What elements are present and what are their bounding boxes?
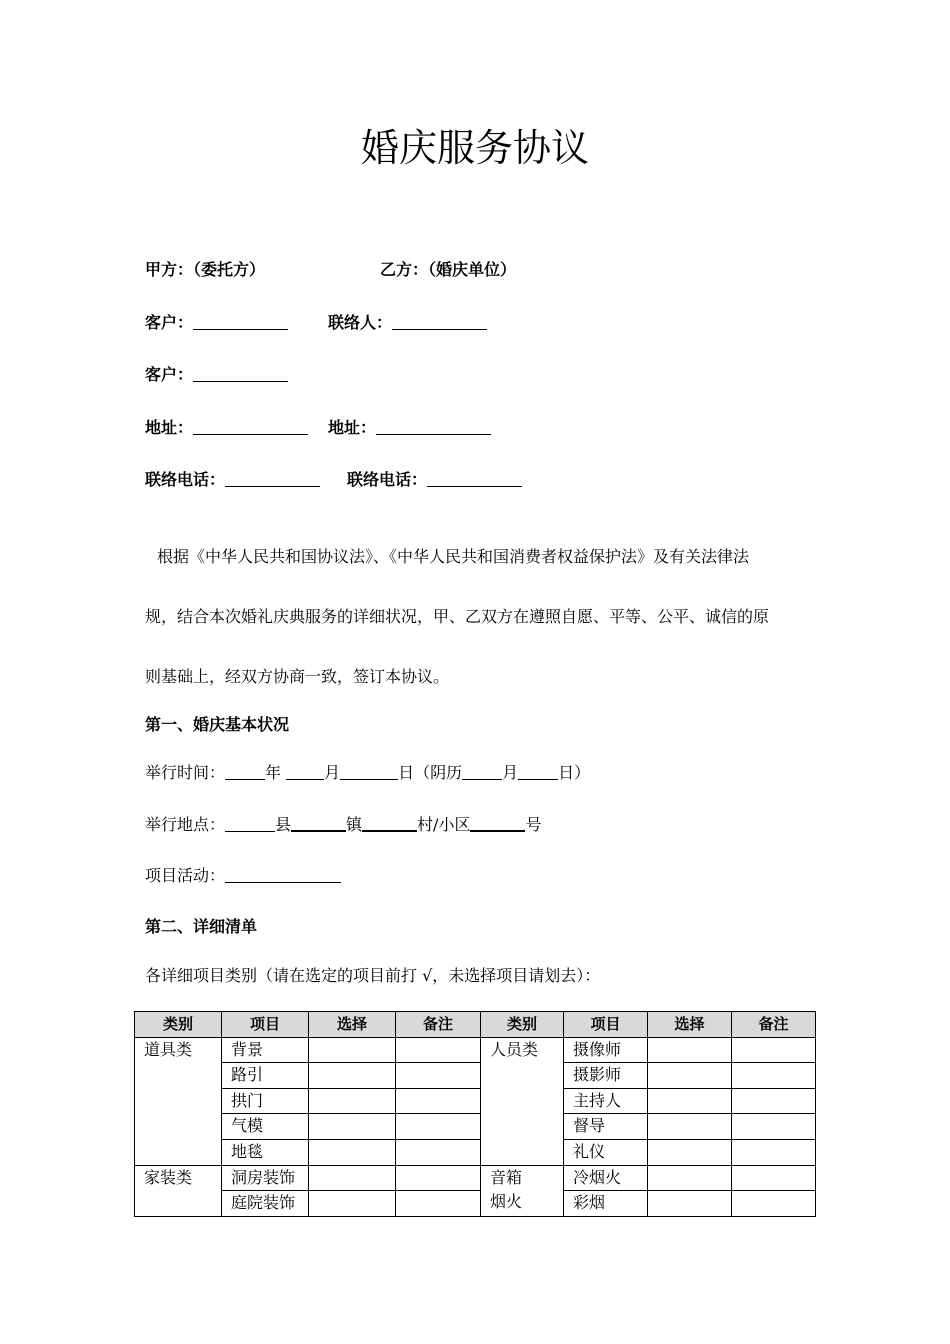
customer-row-2 xyxy=(145,363,288,387)
header-note-left: 备注 xyxy=(396,1012,481,1038)
lunar-day-blank[interactable] xyxy=(518,761,558,780)
category-cell xyxy=(481,1165,564,1216)
header-category-left: 类别 xyxy=(135,1012,222,1038)
year-blank[interactable] xyxy=(225,761,265,780)
activity-blank[interactable] xyxy=(225,864,341,883)
address-b-label: 地址： xyxy=(328,418,377,437)
phone-b-blank[interactable] xyxy=(427,468,522,487)
note-cell[interactable] xyxy=(732,1088,816,1114)
select-cell[interactable] xyxy=(309,1088,396,1114)
note-cell[interactable] xyxy=(396,1063,481,1089)
village-blank[interactable] xyxy=(362,812,417,832)
item-cell: 拱门 xyxy=(222,1088,309,1114)
contact-person-group xyxy=(328,311,487,335)
year-label: 年 xyxy=(265,763,282,782)
address-a-label: 地址： xyxy=(145,418,194,437)
item-cell: 彩烟 xyxy=(564,1191,648,1217)
select-cell[interactable] xyxy=(648,1114,732,1140)
select-cell[interactable] xyxy=(648,1037,732,1063)
note-cell[interactable] xyxy=(732,1191,816,1217)
note-cell[interactable] xyxy=(396,1139,481,1165)
phone-row xyxy=(145,468,428,492)
select-cell[interactable] xyxy=(648,1088,732,1114)
day-label: 日（阴历 xyxy=(398,763,463,782)
item-cell: 冷烟火 xyxy=(564,1165,648,1191)
item-cell: 摄影师 xyxy=(564,1063,648,1089)
category-line-1: 音箱 xyxy=(490,1167,523,1187)
item-cell: 摄像师 xyxy=(564,1037,648,1063)
header-note-right: 备注 xyxy=(732,1012,816,1038)
section1-heading: 第一、婚庆基本状况 xyxy=(145,715,290,734)
table-row xyxy=(135,1088,816,1114)
item-cell: 庭院装饰 xyxy=(222,1191,309,1217)
table-row xyxy=(135,1165,816,1191)
category-line-2: 烟火 xyxy=(490,1191,523,1211)
item-cell: 背景 xyxy=(222,1037,309,1063)
activity-label: 项目活动： xyxy=(145,866,226,885)
header-select-left: 选择 xyxy=(309,1012,396,1038)
select-cell[interactable] xyxy=(309,1063,396,1089)
address-row xyxy=(145,416,377,440)
select-cell[interactable] xyxy=(309,1165,396,1191)
category-cell: 人员类 xyxy=(481,1037,564,1165)
party-a-label: 甲方：（委托方） xyxy=(145,260,266,279)
select-cell[interactable] xyxy=(648,1191,732,1217)
note-cell[interactable] xyxy=(396,1088,481,1114)
lunar-month-blank[interactable] xyxy=(462,761,502,780)
table-row xyxy=(135,1139,816,1165)
item-cell: 地毯 xyxy=(222,1139,309,1165)
address-a-blank[interactable] xyxy=(193,416,308,435)
section2-instruction: 各详细项目类别（请在选定的项目前打 √，未选择项目请划去）： xyxy=(145,966,601,985)
event-place-row xyxy=(145,812,541,837)
item-cell: 路引 xyxy=(222,1063,309,1089)
intro-line-1: 根据《中华人民共和国协议法》、《中华人民共和国消费者权益保护法》及有关法律法 xyxy=(157,547,750,566)
item-cell: 礼仪 xyxy=(564,1139,648,1165)
item-cell: 督导 xyxy=(564,1114,648,1140)
select-cell[interactable] xyxy=(309,1037,396,1063)
note-cell[interactable] xyxy=(396,1114,481,1140)
header-category-right: 类别 xyxy=(481,1012,564,1038)
select-cell[interactable] xyxy=(309,1114,396,1140)
phone-b-group xyxy=(347,468,522,492)
month-blank[interactable] xyxy=(286,761,324,780)
day-blank[interactable] xyxy=(340,761,398,780)
item-cell: 气模 xyxy=(222,1114,309,1140)
town-label: 镇 xyxy=(346,815,363,834)
select-cell[interactable] xyxy=(309,1139,396,1165)
contact-person-label: 联络人： xyxy=(328,313,393,332)
table-row xyxy=(135,1037,816,1063)
month-label: 月 xyxy=(324,763,341,782)
phone-b-label: 联络电话： xyxy=(347,470,428,489)
lunar-day-label: 日） xyxy=(558,763,591,782)
select-cell[interactable] xyxy=(648,1063,732,1089)
customer1-blank[interactable] xyxy=(193,311,288,330)
intro-line-2: 规，结合本次婚礼庆典服务的详细状况，甲、乙双方在遵照自愿、平等、公平、诚信的原 xyxy=(145,607,770,626)
customer1-label: 客户： xyxy=(145,313,194,332)
intro-line-3: 则基础上，经双方协商一致，签订本协议。 xyxy=(145,667,450,686)
phone-a-label: 联络电话： xyxy=(145,470,226,489)
document-title: 婚庆服务协议 xyxy=(360,126,589,170)
number-blank[interactable] xyxy=(470,812,525,832)
header-item-right: 项目 xyxy=(564,1012,648,1038)
customer2-label: 客户： xyxy=(145,365,194,384)
town-blank[interactable] xyxy=(291,812,346,832)
place-label: 举行地点： xyxy=(145,815,226,834)
note-cell[interactable] xyxy=(732,1139,816,1165)
address-b-blank[interactable] xyxy=(376,416,491,435)
parties-row xyxy=(145,258,517,282)
select-cell[interactable] xyxy=(309,1191,396,1217)
item-cell: 洞房装饰 xyxy=(222,1165,309,1191)
address-b-group xyxy=(328,416,491,440)
header-item-left: 项目 xyxy=(222,1012,309,1038)
note-cell[interactable] xyxy=(732,1165,816,1191)
header-select-right: 选择 xyxy=(648,1012,732,1038)
select-cell[interactable] xyxy=(648,1165,732,1191)
table-row xyxy=(135,1191,816,1217)
party-b-label: 乙方：（婚庆单位） xyxy=(380,260,517,279)
phone-a-blank[interactable] xyxy=(225,468,320,487)
service-items-table xyxy=(134,1011,816,1217)
county-label: 县 xyxy=(275,815,292,834)
lunar-month-label: 月 xyxy=(502,763,519,782)
note-cell[interactable] xyxy=(396,1165,481,1191)
table-header-row xyxy=(135,1012,816,1038)
event-time-row xyxy=(145,761,590,785)
customer2-blank[interactable] xyxy=(193,363,288,382)
section2-heading: 第二、详细清单 xyxy=(145,917,258,936)
table-row xyxy=(135,1114,816,1140)
activity-row xyxy=(145,864,341,888)
note-cell[interactable] xyxy=(396,1191,481,1217)
note-cell[interactable] xyxy=(396,1037,481,1063)
contact-person-blank[interactable] xyxy=(392,311,487,330)
note-cell[interactable] xyxy=(732,1063,816,1089)
category-cell: 家装类 xyxy=(135,1165,222,1216)
county-blank[interactable] xyxy=(225,813,275,832)
category-cell: 道具类 xyxy=(135,1037,222,1165)
number-label: 号 xyxy=(525,815,542,834)
note-cell[interactable] xyxy=(732,1114,816,1140)
customer-row-1 xyxy=(145,311,393,335)
item-cell: 主持人 xyxy=(564,1088,648,1114)
select-cell[interactable] xyxy=(648,1139,732,1165)
table-row xyxy=(135,1063,816,1089)
village-label: 村/小区 xyxy=(417,815,471,834)
note-cell[interactable] xyxy=(732,1037,816,1063)
time-label: 举行时间： xyxy=(145,763,226,782)
